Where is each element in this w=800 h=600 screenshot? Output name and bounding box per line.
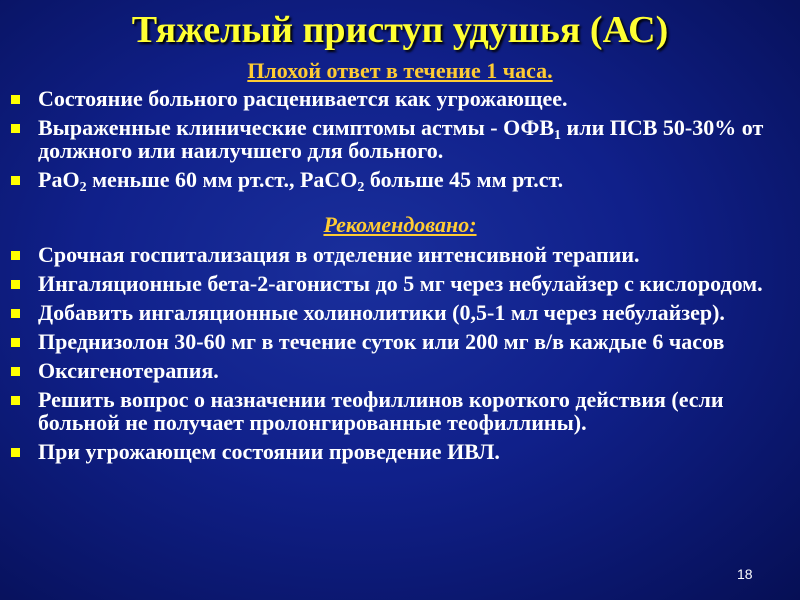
- list-item: [8, 116, 792, 162]
- square-bullet-icon: [11, 338, 20, 347]
- square-bullet-icon: [11, 309, 20, 318]
- item-text: или ПСВ 50-30% от должного или наилучшего для больного.: [38, 115, 764, 163]
- subscript: 2: [357, 180, 365, 195]
- item-text: Решить вопрос о назначении теофиллинов короткого действия (если больной не получает пролонгированные теофиллины).: [38, 387, 724, 435]
- section-heading: Рекомендовано:: [323, 212, 477, 237]
- square-bullet-icon: [11, 95, 20, 104]
- square-bullet-icon: [11, 251, 20, 260]
- square-bullet-icon: [11, 280, 20, 289]
- list-item: [8, 243, 792, 266]
- list-item: [8, 330, 792, 353]
- item-text: Срочная госпитализация в отделение интенсивной терапии.: [38, 242, 640, 267]
- square-bullet-icon: [11, 396, 20, 405]
- page-number: 18: [737, 566, 753, 582]
- subscript: 1: [554, 128, 562, 143]
- list-item: [8, 167, 792, 195]
- list-item: [8, 359, 792, 382]
- list-item: [8, 440, 792, 463]
- list-item: [8, 388, 792, 434]
- list-item: [8, 87, 792, 110]
- subscript: 2: [79, 180, 87, 195]
- square-bullet-icon: [11, 124, 20, 133]
- item-text: Ингаляционные бета-2-агонисты до 5 мг через небулайзер с кислородом.: [38, 271, 763, 296]
- recommendation-list: [8, 243, 792, 469]
- slide-title: Тяжелый приступ удушья (АС): [131, 9, 669, 51]
- item-text: При угрожающем состоянии проведение ИВЛ.: [38, 439, 500, 464]
- item-text: Оксигенотерапия.: [38, 358, 219, 383]
- square-bullet-icon: [11, 448, 20, 457]
- list-item: [8, 301, 792, 324]
- square-bullet-icon: [11, 176, 20, 185]
- item-text: Преднизолон 30-60 мг в течение суток или 200 мг в/в каждые 6 часов: [38, 329, 725, 354]
- slide-subtitle: Плохой ответ в течение 1 часа.: [247, 58, 553, 83]
- item-text: больше 45 мм рт.ст.: [364, 167, 564, 192]
- list-item: [8, 272, 792, 295]
- condition-list: [8, 87, 792, 197]
- item-text: Выраженные клинические симптомы астмы - ОФВ: [38, 115, 555, 140]
- item-text: меньше 60 мм рт.ст., РаСО: [86, 167, 358, 192]
- item-text: Состояние больного расценивается как угрожающее.: [38, 86, 568, 111]
- item-text: Добавить ингаляционные холинолитики (0,5-1 мл через небулайзер).: [38, 300, 725, 325]
- square-bullet-icon: [11, 367, 20, 376]
- item-text: РаО: [38, 167, 80, 192]
